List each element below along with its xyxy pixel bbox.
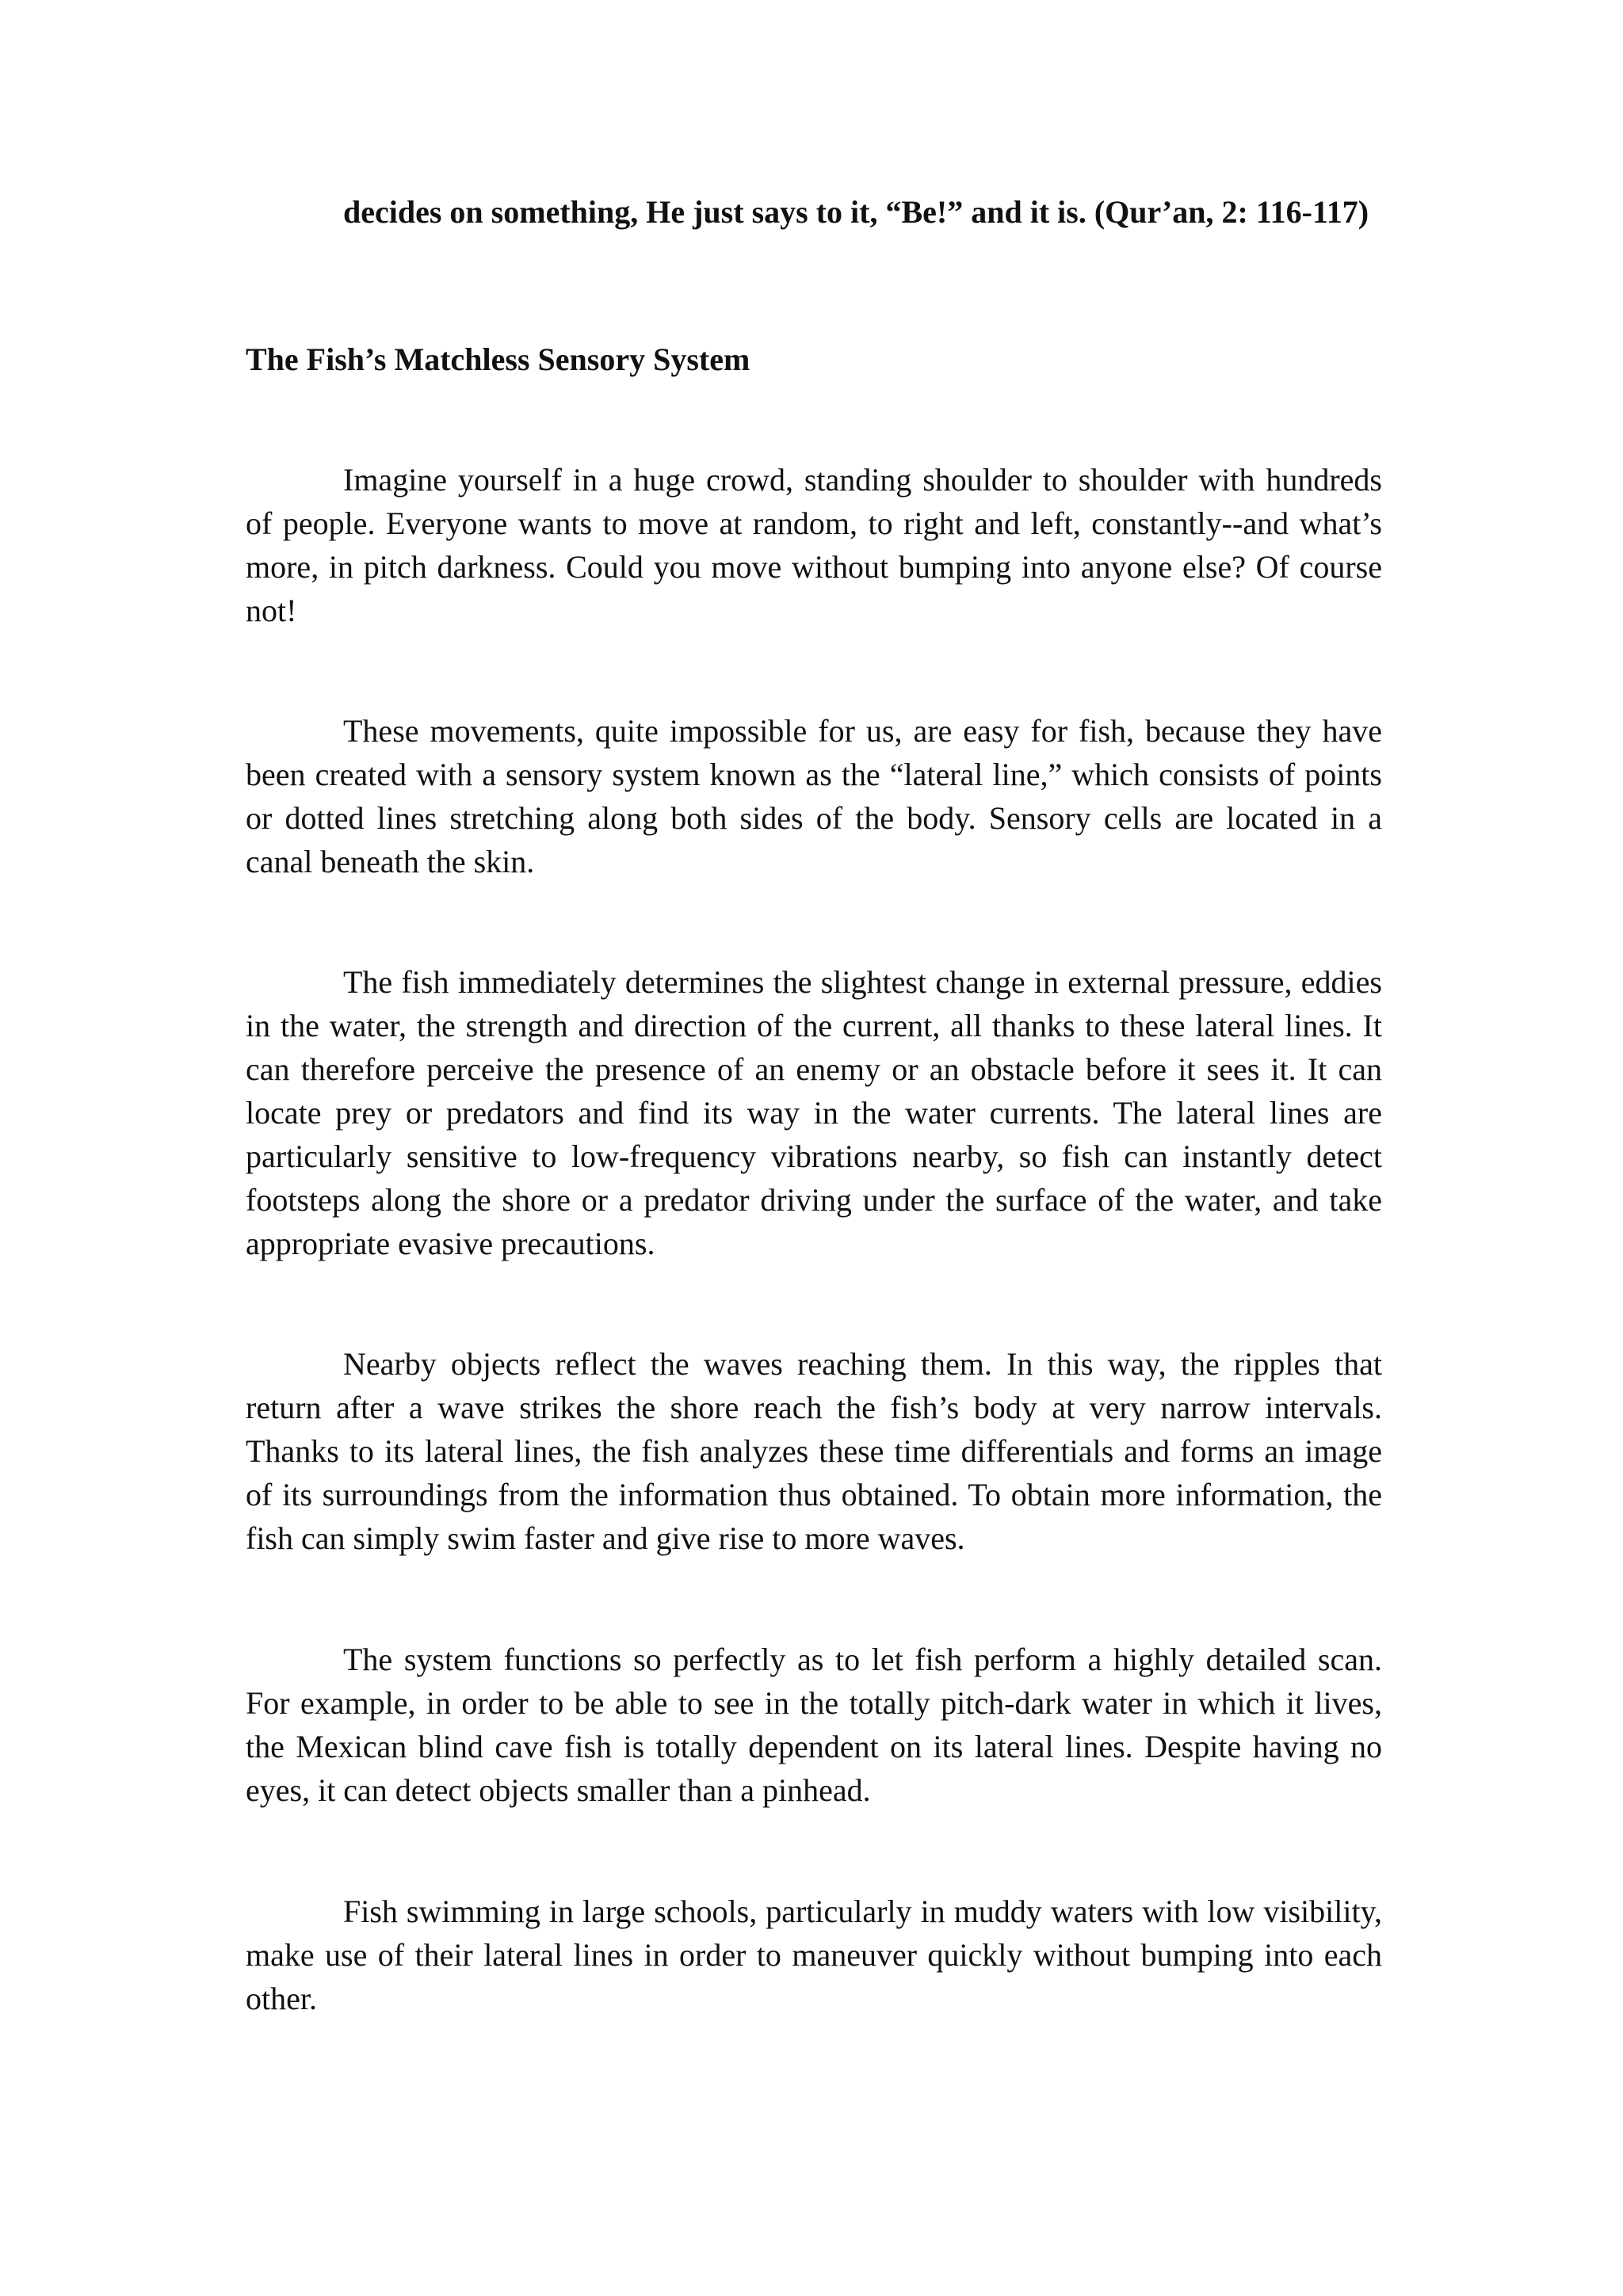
paragraph-1: Imagine yourself in a huge crowd, standing shoulder to shoulder with hundreds of people. Everyone wants to move at random, to right and left, constantly--and what’s more, in pitch darkness. Could you move without bumping into anyone else? Of course not! — [246, 462, 1382, 628]
quran-quote: decides on something, He just says to it, “Be!” and it is. (Qur’an, 2: 116-117) — [343, 194, 1369, 230]
paragraph-3-block — [246, 960, 1382, 1265]
paragraph-5: The system functions so perfectly as to let fish perform a highly detailed scan. For example, in order to be able to see in the totally pitch-dark water in which it lives, the Mexican blind cave fish is totally dependent on its lateral lines. Despite having no eyes, it can detect objects smaller than a pinhead. — [246, 1642, 1382, 1808]
paragraph-2-block — [246, 709, 1382, 883]
paragraph-3: The fish immediately determines the slightest change in external pressure, eddies in the water, the strength and direction of the current, all thanks to these lateral lines. It can therefore perceive the presence of an enemy or an obstacle before it sees it. It can locate prey or predators and find its way in the water currents. The lateral lines are particularly sensitive to low-frequency vibrations nearby, so fish can instantly detect footsteps along the shore or a predator driving under the surface of the water, and take appropriate evasive precautions. — [246, 964, 1382, 1261]
paragraph-4: Nearby objects reflect the waves reaching them. In this way, the ripples that return after a wave strikes the shore reach the fish’s body at very narrow intervals. Thanks to its lateral lines, the fish analyzes these time differentials and forms an image of its surroundings from the information thus obtained. To obtain more information, the fish can simply swim faster and give rise to more waves. — [246, 1346, 1382, 1556]
paragraph-2: These movements, quite impossible for us, are easy for fish, because they have been created with a sensory system known as the “lateral line,” which consists of points or dotted lines stretching along both sides of the body. Sensory cells are located in a canal beneath the skin. — [246, 713, 1382, 879]
paragraph-4-block — [246, 1342, 1382, 1560]
paragraph-6-block — [246, 1890, 1382, 2020]
paragraph-1-block — [246, 458, 1382, 632]
section-heading: The Fish’s Matchless Sensory System — [246, 341, 750, 377]
paragraph-6: Fish swimming in large schools, particularly in muddy waters with low visibility, make use of their lateral lines in order to maneuver quickly without bumping into each other. — [246, 1894, 1382, 2016]
paragraph-5-block — [246, 1638, 1382, 1812]
